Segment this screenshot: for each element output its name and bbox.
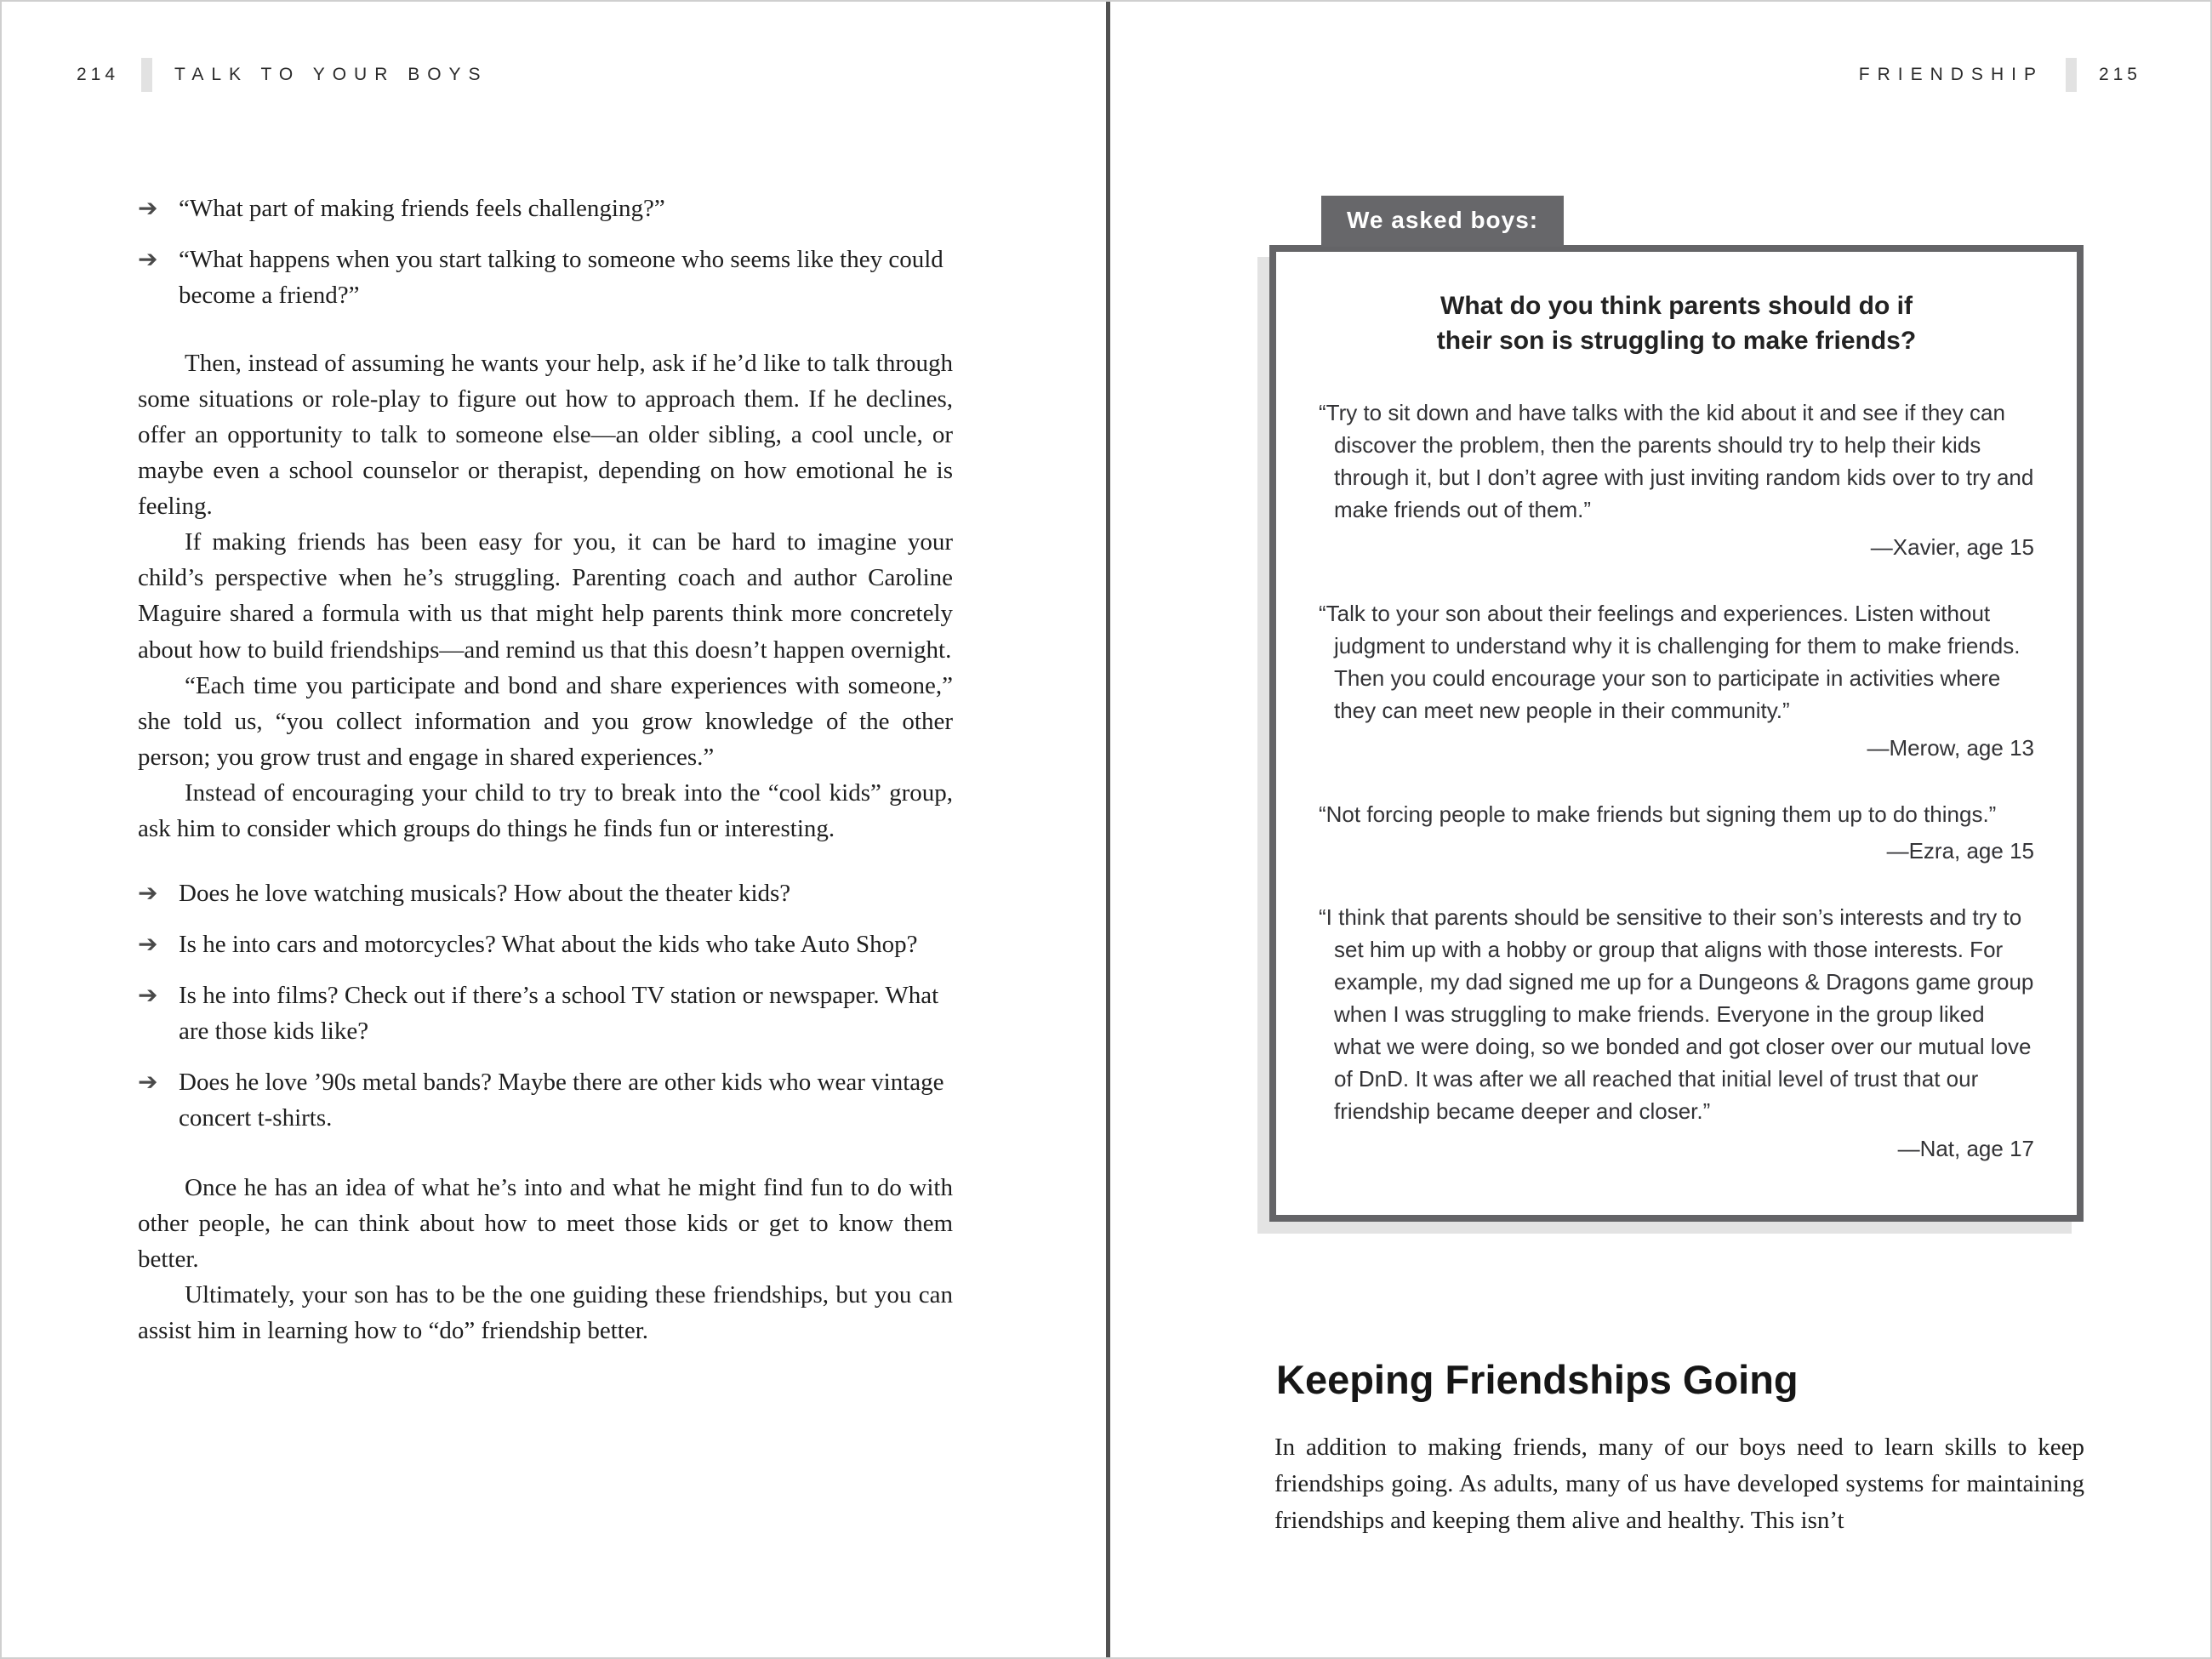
interest-bullet-list — [138, 875, 953, 1136]
list-item — [138, 191, 953, 226]
bullet-text: “What part of making friends feels challenging?” — [179, 195, 665, 222]
book-title-running-head: TALK TO YOUR BOYS — [174, 65, 488, 84]
body-paragraph: Once he has an idea of what he’s into and what he might find fun to do with other people, he can think about how to meet those kids or get to know them better. — [138, 1174, 953, 1274]
right-running-header — [1859, 58, 2141, 92]
list-item — [138, 978, 953, 1049]
body-paragraph: “Each time you participate and bond and share experiences with someone,” she told us, “you collect information and you grow knowledge of the other person; you grow trust and engage in shared experiences.” — [138, 671, 953, 771]
bullet-text: Is he into cars and motorcycles? What about the kids who take Auto Shop? — [179, 930, 918, 958]
section-body-paragraph: In addition to making friends, many of our boys need to learn skills to keep friendships going. As adults, many of us have developed systems for maintaining friendships and keeping them alive and healthy. This isn’t — [1274, 1434, 2084, 1534]
quote-text: “Try to sit down and have talks with the kid about it and see if they can discover the problem, then the parents should try to help their kids through it, but I don’t agree with just inviting random kids over to try and make friends out of them.” — [1319, 400, 2034, 522]
bullet-text: Is he into films? Check out if there’s a school TV station or newspaper. What are those kids like? — [179, 981, 939, 1045]
arrow-bullet-icon: ➔ — [138, 929, 158, 958]
quote-text: “I think that parents should be sensitive to their son’s interests and try to set him up with a hobby or group that aligns with those interests. For example, my dad signed me up for a Dungeons & Dragons game group when I was struggling to make friends. Everyone in the group liked what we were doing, so we bonded and got closer over our mutual love of DnD. It was after we all reached that initial level of trust that our friendship became deeper and closer.” — [1319, 904, 2034, 1125]
quote-text: “Not forcing people to make friends but signing them up to do things.” — [1319, 801, 1997, 827]
body-paragraph: If making friends has been easy for you, it can be hard to imagine your child’s perspective when he’s struggling. Parenting coach and author Caroline Maguire shared a formula with us that might help parents think more concretely about how to build friendships—and remind us that this doesn’t happen overnight. — [138, 528, 953, 664]
left-page-number: 214 — [77, 65, 120, 84]
header-tick-mark — [141, 58, 152, 92]
right-page-number: 215 — [2098, 65, 2141, 84]
boy-quote — [1319, 902, 2034, 1166]
bullet-text: Does he love watching musicals? How about the theater kids? — [179, 879, 791, 907]
section-heading: Keeping Friendships Going — [1276, 1357, 1799, 1402]
list-item — [138, 242, 953, 313]
quote-attribution: —Merow, age 13 — [1867, 734, 2034, 761]
body-paragraph: Instead of encouraging your child to try to break into the “cool kids” group, ask him to consider which groups do things he finds fun or interesting. — [138, 778, 953, 842]
arrow-bullet-icon: ➔ — [138, 245, 158, 274]
left-running-header — [77, 58, 488, 92]
list-item — [138, 875, 953, 911]
boy-quote — [1319, 598, 2034, 765]
left-page-body — [138, 191, 953, 1348]
arrow-bullet-icon: ➔ — [138, 194, 158, 222]
arrow-bullet-icon: ➔ — [138, 1067, 158, 1096]
arrow-bullet-icon: ➔ — [138, 878, 158, 907]
we-asked-boys-tab: We asked boys: — [1321, 196, 1564, 247]
boy-quote — [1319, 397, 2034, 564]
feature-question: What do you think parents should do if their son is struggling to make friends? — [1436, 292, 1917, 355]
boy-quote — [1319, 799, 2034, 869]
quote-attribution: —Xavier, age 15 — [1870, 533, 2034, 560]
quote-box — [1269, 245, 2084, 1222]
quote-text: “Talk to your son about their feelings and experiences. Listen without judgment to understand why it is challenging for them to make friends. Then you could encourage your son to participate in activities where they can meet new people in their community.” — [1319, 600, 2021, 723]
right-page — [1110, 2, 2212, 1657]
quote-attribution: —Ezra, age 15 — [1886, 838, 2034, 864]
header-tick-mark — [2066, 58, 2077, 92]
body-paragraph: Ultimately, your son has to be the one guiding these friendships, but you can assist him in learning how to “do” friendship better. — [138, 1281, 953, 1345]
question-bullet-list — [138, 191, 953, 313]
list-item — [138, 926, 953, 962]
arrow-bullet-icon: ➔ — [138, 980, 158, 1009]
quote-attribution: —Nat, age 17 — [1897, 1136, 2034, 1162]
bullet-text: “What happens when you start talking to someone who seems like they could become a friend?” — [179, 246, 944, 310]
bullet-text: Does he love ’90s metal bands? Maybe there are other kids who wear vintage concert t-shirts. — [179, 1068, 944, 1132]
we-asked-boys-feature — [1269, 196, 2084, 1222]
chapter-title-running-head: FRIENDSHIP — [1858, 65, 2044, 84]
left-page — [2, 2, 1108, 1657]
body-paragraph: Then, instead of assuming he wants your help, ask if he’d like to talk through some situations or role-play to figure out how to approach them. If he declines, offer an opportunity to talk to someone else—an older sibling, a cool uncle, or maybe even a school counselor or therapist, depending on how emotional he is feeling. — [138, 350, 953, 521]
list-item — [138, 1064, 953, 1136]
